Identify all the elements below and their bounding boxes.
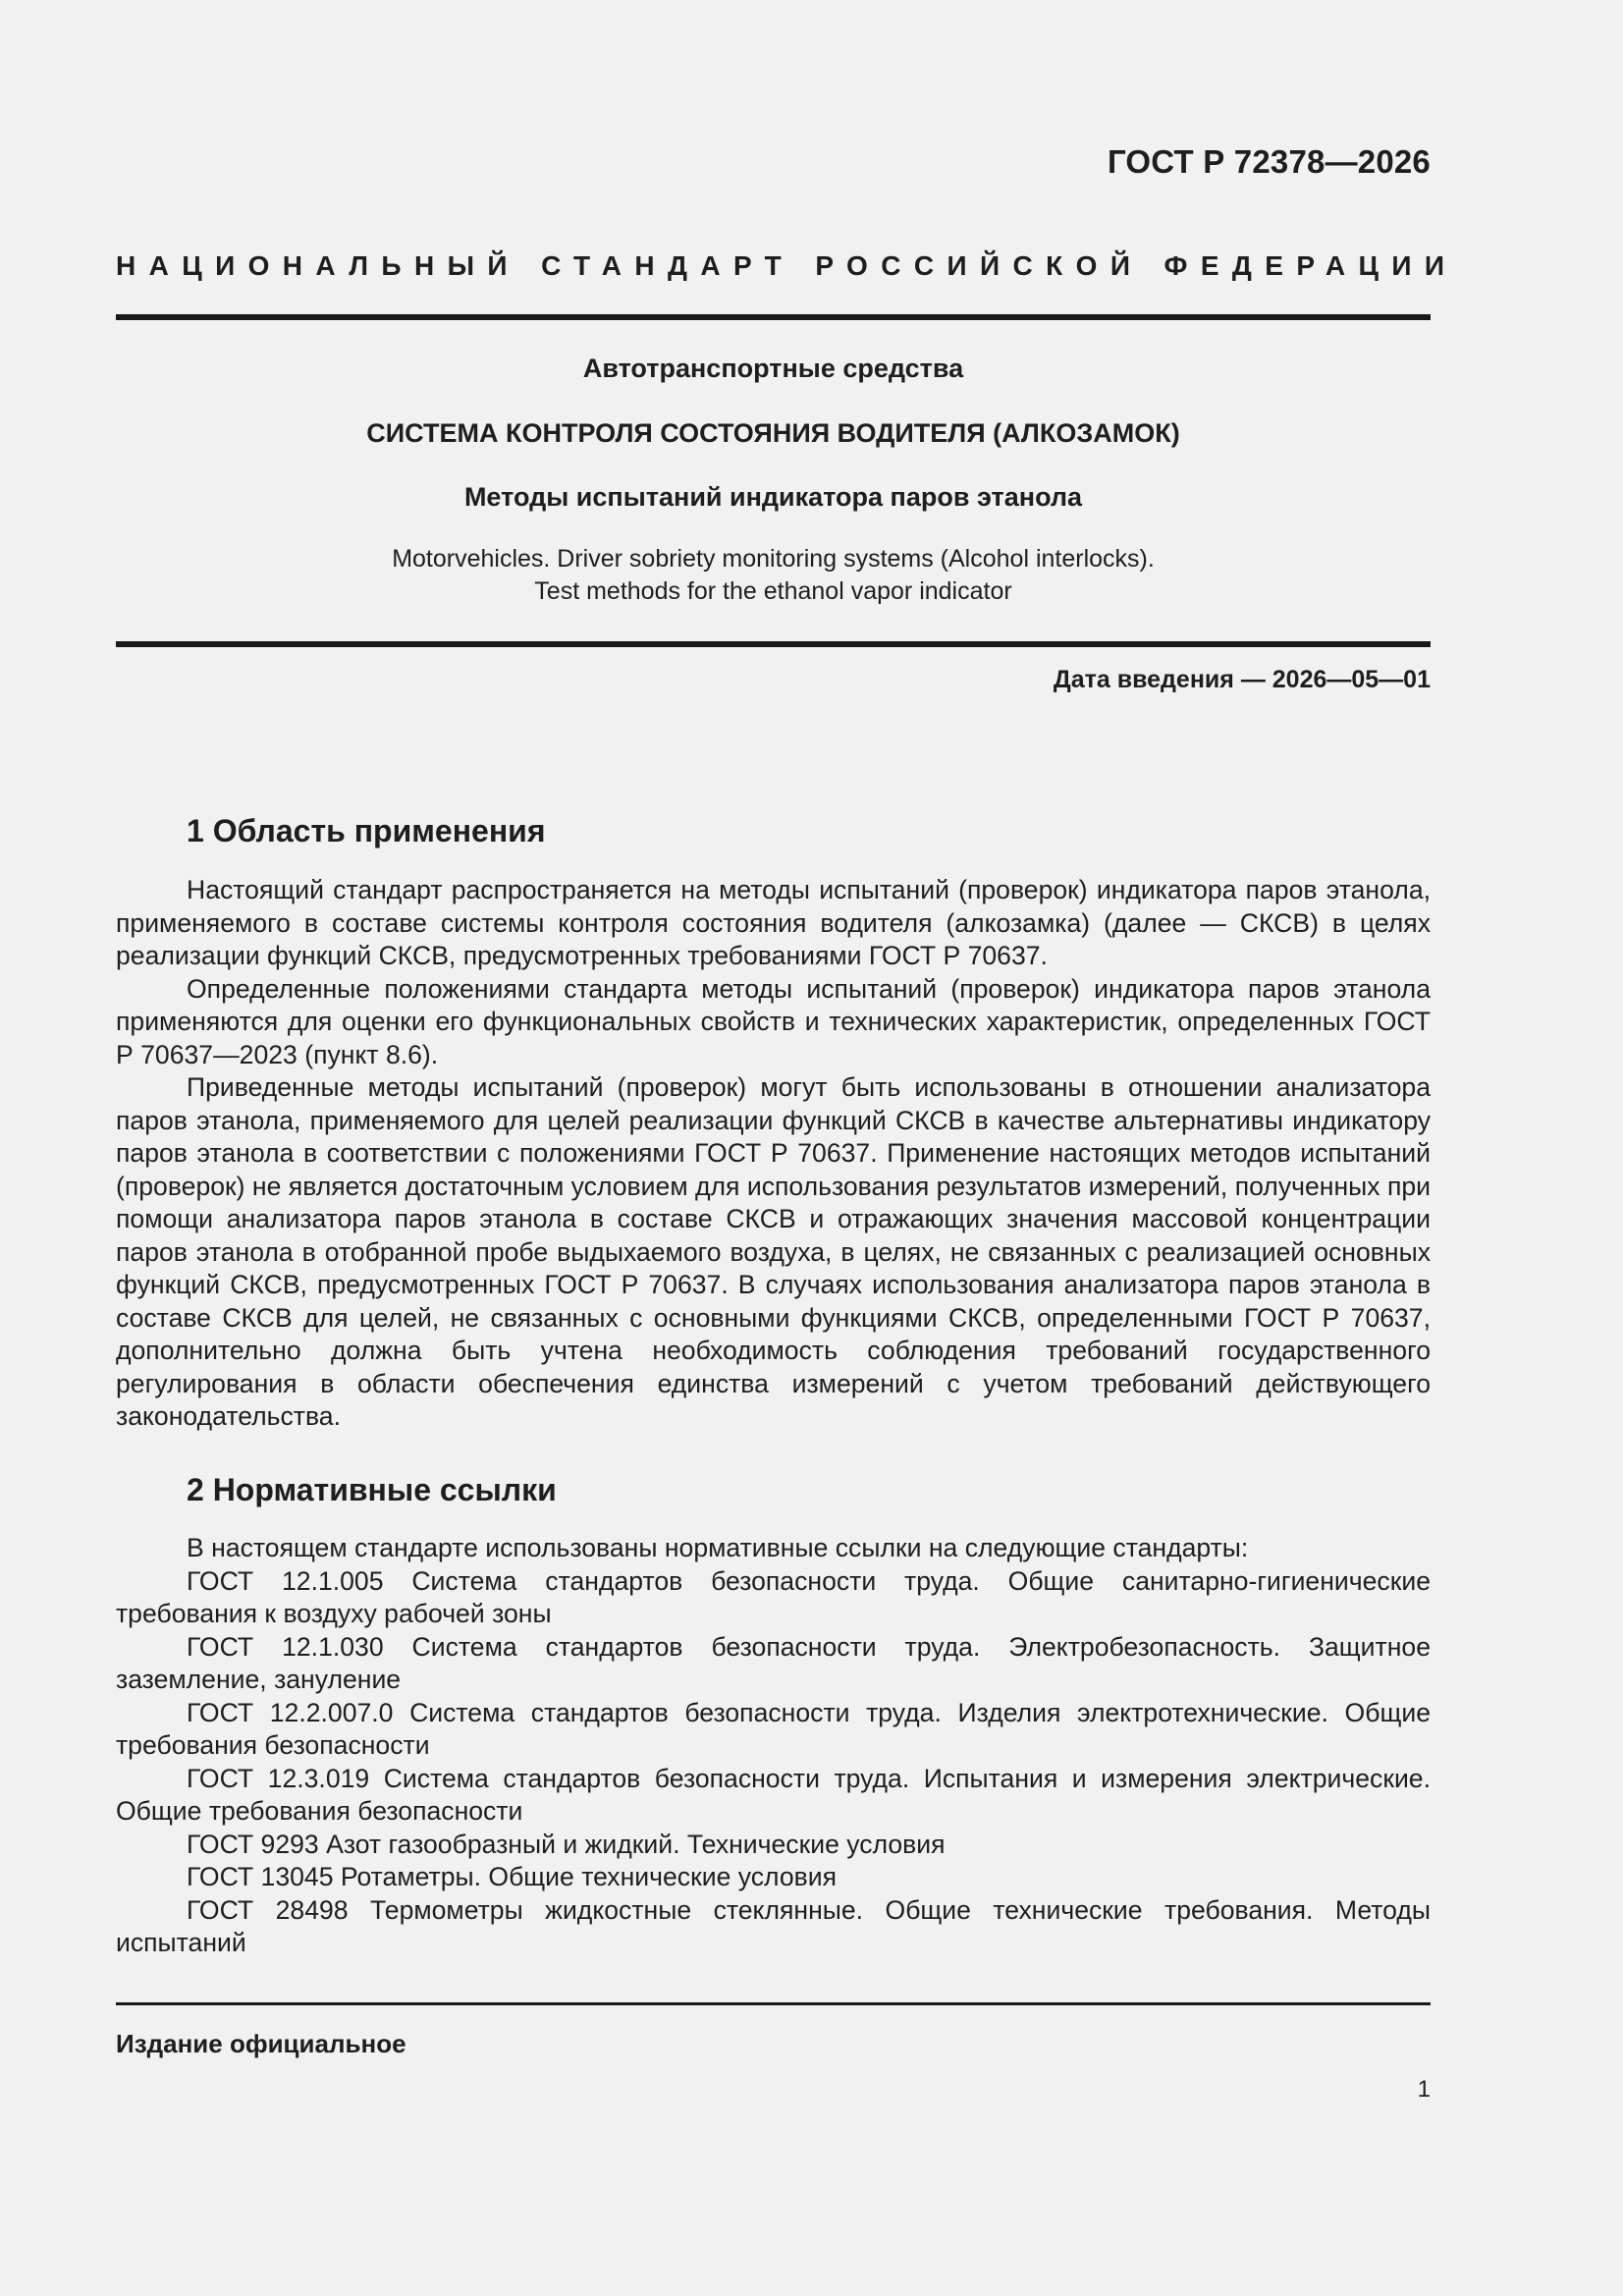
title-english	[116, 543, 1431, 608]
title-english-line2: Test methods for the ethanol vapor indicator	[534, 577, 1012, 605]
footer-rule	[116, 2002, 1431, 2005]
section-2-body	[116, 1532, 1431, 1960]
title-complementary: Методы испытаний индикатора паров этанола	[463, 482, 1083, 512]
reference-item: ГОСТ 9293 Азот газообразный и жидкий. Технические условия	[187, 1829, 946, 1859]
reference-item: ГОСТ 13045 Ротаметры. Общие технические условия	[187, 1862, 838, 1891]
title-main: СИСТЕМА КОНТРОЛЯ СОСТОЯНИЯ ВОДИТЕЛЯ (АЛКОЗАМОК)	[366, 418, 1180, 448]
reference-item: ГОСТ 12.1.030 Система стандартов безопасности труда. Электробезопасность. Защитное заземление, зануление	[116, 1631, 1431, 1694]
title-bottom-rule	[116, 641, 1431, 647]
section-1-body	[116, 874, 1431, 1434]
section-1-paragraph: Настоящий стандарт распространяется на методы испытаний (проверок) индикатора паров этанола, применяемого в составе системы контроля состояния водителя (алкозамка) (далее — СКСВ) в целях реализации функций СКСВ, предусмотренных требованиями ГОСТ Р 70637.	[116, 875, 1431, 970]
national-standard-banner: НАЦИОНАЛЬНЫЙ СТАНДАРТ РОССИЙСКОЙ ФЕДЕРАЦИИ	[116, 250, 1458, 281]
document-number: ГОСТ Р 72378—2026	[1107, 143, 1431, 180]
reference-item: ГОСТ 12.1.005 Система стандартов безопасности труда. Общие санитарно-гигиенические требования к воздуху рабочей зоны	[116, 1565, 1431, 1628]
page-number: 1	[1417, 2076, 1431, 2103]
section-1-paragraph: Определенные положениями стандарта методы испытаний (проверок) индикатора паров этанола применяются для оценки его функциональных свойств и технических характеристик, определенных ГОСТ Р 70637—2023 (пункт 8.6).	[116, 973, 1431, 1069]
section-2-heading: 2 Нормативные ссылки	[187, 1472, 557, 1507]
section-1-paragraph: Приведенные методы испытаний (проверок) могут быть использованы в отношении анализатора паров этанола, применяемого для целей реализации функций СКСВ в качестве альтернативы индикатору паров этанола в соответствии с положениями ГОСТ Р 70637. Применение настоящих методов испытаний (проверок) не является достаточным условием для использования результатов измерений, полученных при помощи анализатора паров этанола в составе СКСВ и отражающих значения массовой концентрации паров этанола в отобранной пробе выдыхаемого воздуха, в целях, не связанных с реализацией основных функций СКСВ, предусмотренных ГОСТ Р 70637. В случаях использования анализатора паров этанола в составе СКСВ для целей, не связанных с основными функциями СКСВ, определенными ГОСТ Р 70637, дополнительно должна быть учтена необходимость соблюдения требований государственного регулирования в области обеспечения единства измерений с учетом требований действующего законодательства.	[116, 1072, 1431, 1431]
official-edition-label: Издание официальное	[116, 2029, 406, 2058]
title-general: Автотранспортные средства	[582, 354, 964, 383]
top-rule	[116, 314, 1431, 320]
section-2-intro: В настоящем стандарте использованы нормативные ссылки на следующие стандарты:	[187, 1533, 1249, 1562]
title-english-line1: Motorvehicles. Driver sobriety monitoring systems (Alcohol interlocks).	[392, 545, 1155, 573]
reference-item: ГОСТ 12.3.019 Система стандартов безопасности труда. Испытания и измерения электрические. Общие требования безопасности	[116, 1763, 1431, 1826]
reference-item: ГОСТ 12.2.007.0 Система стандартов безопасности труда. Изделия электротехнические. Общие требования безопасности	[116, 1697, 1431, 1760]
section-1-heading: 1 Область применения	[187, 813, 546, 848]
introduction-date: Дата введения — 2026—05—01	[1053, 666, 1431, 693]
reference-item: ГОСТ 28498 Термометры жидкостные стеклянные. Общие технические требования. Методы испытаний	[116, 1894, 1431, 1957]
